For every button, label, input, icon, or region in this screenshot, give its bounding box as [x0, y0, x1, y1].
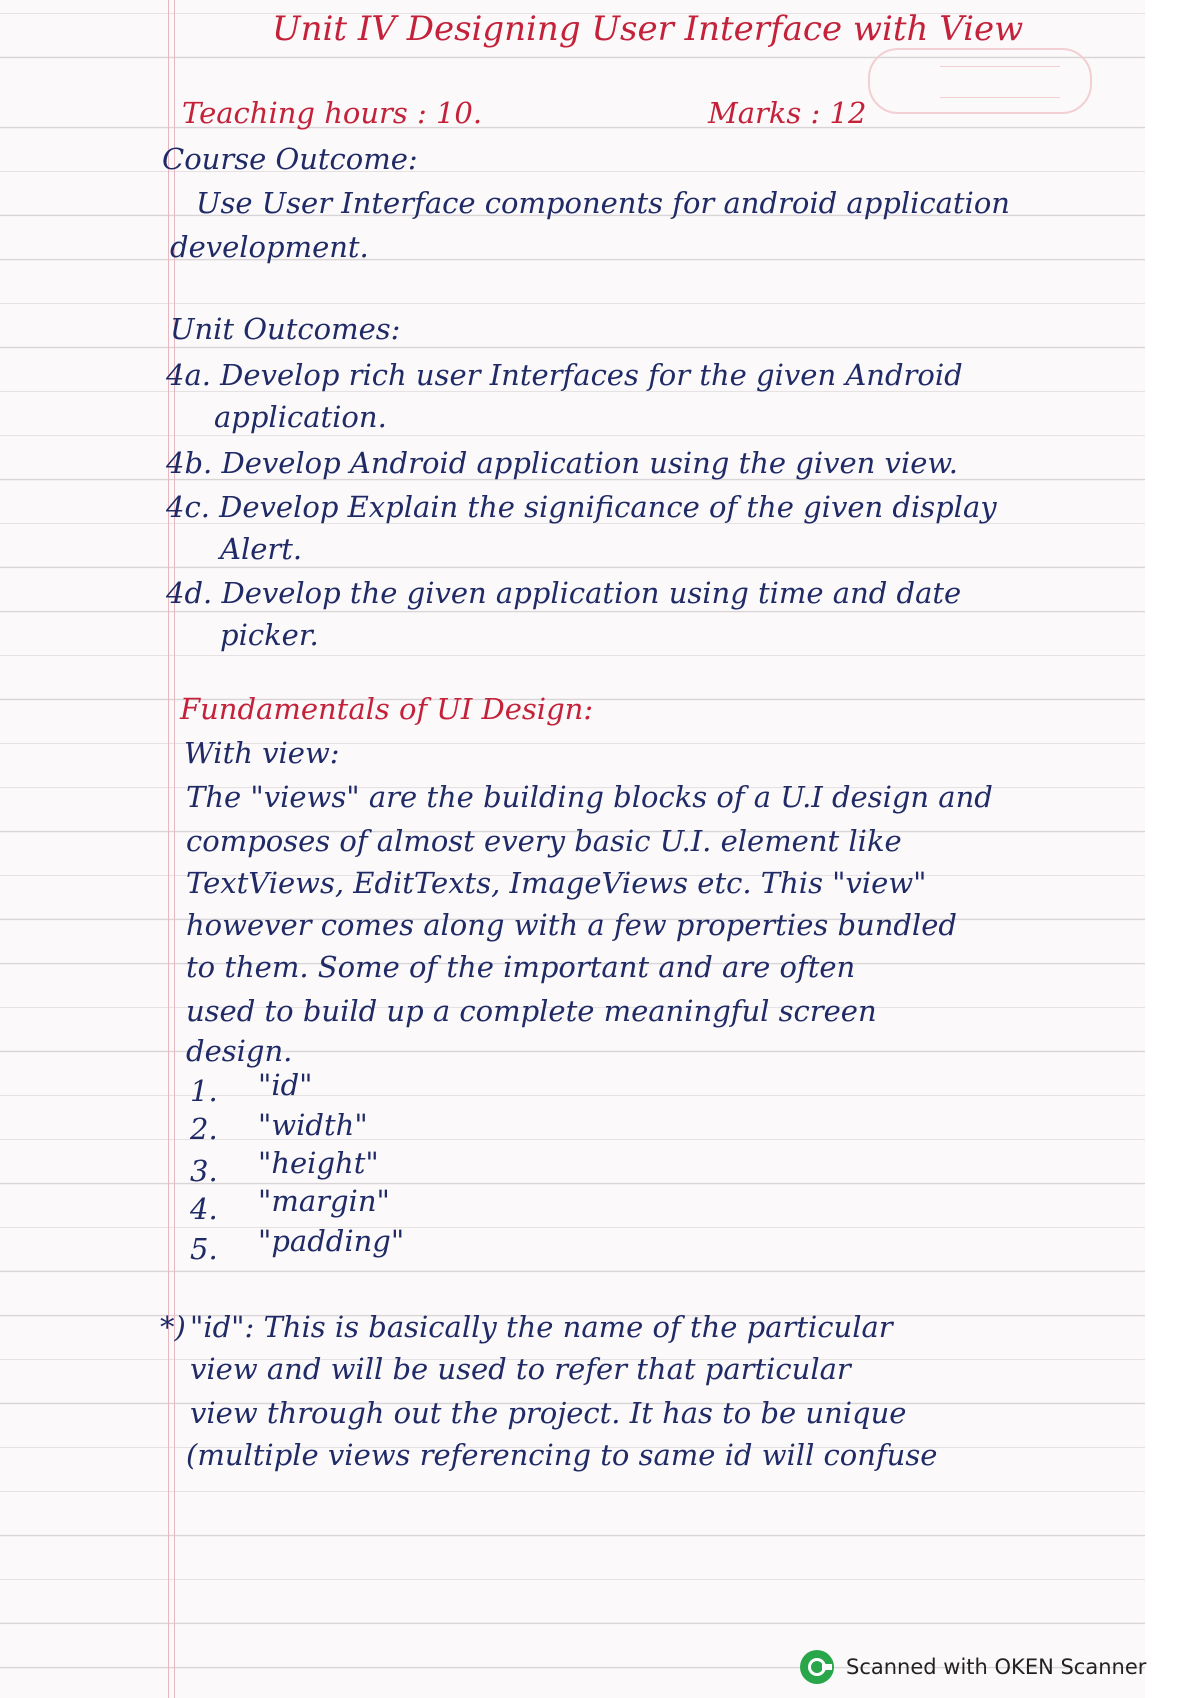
paragraph-line: however comes along with a few properties bundled [186, 908, 957, 942]
marks: Marks : 12 [708, 96, 867, 130]
property-name: "padding" [258, 1224, 405, 1258]
paragraph-line: used to build up a complete meaningful screen [186, 994, 877, 1028]
bullet-marker: *) [160, 1310, 186, 1344]
unit-outcomes-heading: Unit Outcomes: [170, 312, 401, 346]
unit-outcome-item: 4d. Develop the given application using time and date [166, 576, 962, 610]
property-name: "margin" [258, 1184, 390, 1218]
unit-outcome-item: 4b. Develop Android application using the given view. [166, 446, 958, 480]
unit-outcome-item: picker. [220, 618, 319, 652]
unit-outcome-item: application. [214, 400, 387, 434]
property-number: 1. [190, 1074, 218, 1108]
property-number: 2. [190, 1112, 218, 1146]
paragraph-line: The "views" are the building blocks of a U.I design and [186, 780, 993, 814]
unit-outcome-item: Alert. [220, 532, 303, 566]
property-number: 4. [190, 1192, 218, 1226]
id-section-line: view and will be used to refer that particular [190, 1352, 851, 1386]
course-outcome-heading: Course Outcome: [162, 142, 418, 176]
page-title: Unit IV Designing User Interface with View [272, 9, 1024, 49]
fundamentals-heading: Fundamentals of UI Design: [180, 692, 594, 726]
course-outcome-line: development. [170, 230, 369, 264]
oken-scanner-logo-icon [800, 1650, 834, 1684]
property-number: 5. [190, 1232, 218, 1266]
teaching-hours: Teaching hours : 10. [182, 96, 483, 130]
property-name: "height" [258, 1146, 379, 1180]
paragraph-line: to them. Some of the important and are often [186, 950, 856, 984]
unit-outcome-item: 4c. Develop Explain the significance of the given display [166, 490, 997, 524]
scanner-watermark-text: Scanned with OKEN Scanner [846, 1655, 1147, 1679]
paragraph-line: TextViews, EditTexts, ImageViews etc. This "view" [186, 866, 927, 900]
id-section-line: "id": This is basically the name of the particular [190, 1310, 893, 1344]
scanner-watermark [800, 1650, 1146, 1684]
paragraph-line: composes of almost every basic U.I. element like [186, 824, 902, 858]
property-number: 3. [190, 1154, 218, 1188]
property-name: "width" [258, 1108, 368, 1142]
paragraph-line: design. [186, 1034, 293, 1068]
id-section-line: view through out the project. It has to be unique [190, 1396, 907, 1430]
unit-outcome-item: 4a. Develop rich user Interfaces for the given Android [166, 358, 963, 392]
fundamentals-subheading: With view: [184, 736, 340, 770]
course-outcome-line: Use User Interface components for android application [196, 186, 1010, 220]
page-date-stamp [868, 48, 1092, 114]
property-name: "id" [258, 1068, 313, 1102]
margin-line [168, 0, 169, 1698]
id-section-line: (multiple views referencing to same id will confuse [186, 1438, 938, 1472]
